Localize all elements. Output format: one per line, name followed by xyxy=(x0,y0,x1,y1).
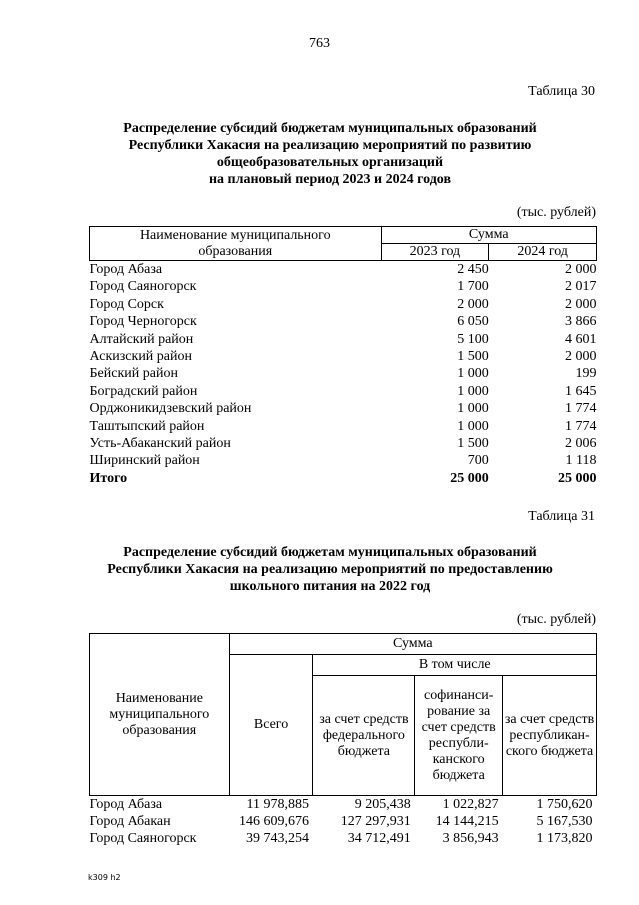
cell-value: 5 167,530 xyxy=(536,814,593,829)
header-line: Наименование муниципального xyxy=(139,227,331,243)
cell-value: 1 000 xyxy=(457,366,489,382)
cell-value: 1 774 xyxy=(565,401,597,417)
cell-value: 1 750,620 xyxy=(536,797,593,812)
cell-name: Город Абаза xyxy=(89,797,163,812)
column-header-republic: за счет средств республикан-ского бюджета xyxy=(503,676,597,796)
title-line: Распределение субсидий бюджетам муниципальных образований xyxy=(123,545,537,560)
cell-value: 3 856,943 xyxy=(442,831,499,846)
cell-value: 1 173,820 xyxy=(536,831,593,846)
cell-value: 34 712,491 xyxy=(347,831,411,846)
cell-value: 4 601 xyxy=(565,331,597,347)
cell-name: Город Абакан xyxy=(89,814,171,829)
table-31-units: (тыс. рублей) xyxy=(516,612,596,627)
cell-value: 2 000 xyxy=(565,349,597,365)
column-header-federal: за счет средств федерального бюджета xyxy=(313,676,415,796)
table-row xyxy=(90,313,597,330)
page-number: 763 xyxy=(309,36,330,51)
cell-name: Бейский район xyxy=(89,366,178,382)
cell-value: 1 000 xyxy=(457,383,489,399)
column-header-2024: 2024 год xyxy=(489,244,597,261)
cell-value: 2 000 xyxy=(565,296,597,312)
cell-value: 1 118 xyxy=(565,453,597,469)
table-row xyxy=(90,400,597,417)
cell-value: 2 006 xyxy=(565,436,597,452)
cell-name: Усть-Абаканский район xyxy=(89,436,231,452)
table-row xyxy=(90,348,597,365)
column-header-2023: 2023 год xyxy=(381,244,489,261)
column-header-name xyxy=(90,227,382,261)
cell-value: 2 000 xyxy=(457,296,489,312)
cell-name: Орджоникидзевский район xyxy=(89,401,252,417)
table-row xyxy=(90,452,597,469)
table-30 xyxy=(89,226,597,487)
table-30-label: Таблица 30 xyxy=(528,84,595,99)
table-row xyxy=(90,331,597,348)
table-30-title xyxy=(60,120,600,188)
column-header-total: Всего xyxy=(229,655,313,796)
column-header-name: Наименование муниципального образования xyxy=(90,634,230,796)
cell-value: 700 xyxy=(467,453,489,469)
footer-code: k309 h2 xyxy=(88,873,121,882)
header-line: образования xyxy=(198,243,273,259)
table-row xyxy=(90,365,597,382)
cell-value: 14 144,215 xyxy=(435,814,499,829)
cell-value: 1 500 xyxy=(457,349,489,365)
table-31 xyxy=(89,633,597,847)
table-row xyxy=(90,383,597,400)
table-row xyxy=(90,296,597,313)
cell-name: Город Саяногорск xyxy=(89,279,197,295)
cell-name: Город Сорск xyxy=(89,296,164,312)
cell-value: 127 297,931 xyxy=(340,814,411,829)
cell-value: 3 866 xyxy=(565,314,597,330)
cell-name: Город Саяногорск xyxy=(89,831,197,846)
table-row xyxy=(90,261,597,279)
total-label: Итого xyxy=(89,470,128,486)
cell-value: 1 700 xyxy=(457,279,489,295)
total-value: 25 000 xyxy=(558,470,597,486)
total-value: 25 000 xyxy=(450,470,489,486)
title-line: общеобразовательных организаций xyxy=(216,155,444,170)
cell-value: 2 450 xyxy=(457,262,489,277)
cell-name: Алтайский район xyxy=(89,331,194,347)
column-header-cofin: софинанси-рование за счет средств республи-канского бюджета xyxy=(415,676,503,796)
title-line: Республики Хакасия на реализацию мероприятий по предоставлению xyxy=(107,562,553,577)
title-line: на плановый период 2023 и 2024 годов xyxy=(208,172,452,187)
table-31-label: Таблица 31 xyxy=(528,509,595,524)
cell-name: Город Черногорск xyxy=(89,314,197,330)
title-line: Республики Хакасия на реализацию мероприятий по развитию xyxy=(128,138,532,153)
cell-name: Аскизский район xyxy=(89,349,192,365)
cell-value: 146 609,676 xyxy=(238,814,309,829)
column-header-sum: Сумма xyxy=(381,227,596,244)
cell-name: Таштыпский район xyxy=(89,418,205,434)
table-row xyxy=(90,278,597,295)
table-row xyxy=(90,418,597,435)
cell-value: 2 000 xyxy=(565,262,597,277)
cell-value: 11 978,885 xyxy=(246,797,309,812)
cell-value: 1 645 xyxy=(565,383,597,399)
cell-value: 1 774 xyxy=(565,418,597,434)
cell-value: 39 743,254 xyxy=(245,831,309,846)
cell-name: Город Абаза xyxy=(89,262,163,277)
cell-value: 5 100 xyxy=(457,331,489,347)
table-31-title xyxy=(60,544,600,595)
column-header-incl: В том числе xyxy=(313,655,597,676)
table-row xyxy=(90,813,597,830)
cell-value: 6 050 xyxy=(457,314,489,330)
table-30-units: (тыс. рублей) xyxy=(516,205,596,220)
total-row xyxy=(90,470,597,487)
column-header-sum: Сумма xyxy=(229,634,596,655)
table-row xyxy=(90,435,597,452)
cell-name: Боградский район xyxy=(89,383,198,399)
cell-value: 199 xyxy=(575,366,597,382)
cell-value: 9 205,438 xyxy=(354,797,411,812)
table-row xyxy=(90,796,597,814)
cell-name: Ширинский район xyxy=(89,453,200,469)
cell-value: 2 017 xyxy=(565,279,597,295)
title-line: Распределение субсидий бюджетам муниципальных образований xyxy=(123,121,537,136)
title-line: школьного питания на 2022 год xyxy=(229,579,431,594)
cell-value: 1 000 xyxy=(457,401,489,417)
cell-value: 1 022,827 xyxy=(442,797,499,812)
cell-value: 1 000 xyxy=(457,418,489,434)
table-row xyxy=(90,830,597,847)
cell-value: 1 500 xyxy=(457,436,489,452)
